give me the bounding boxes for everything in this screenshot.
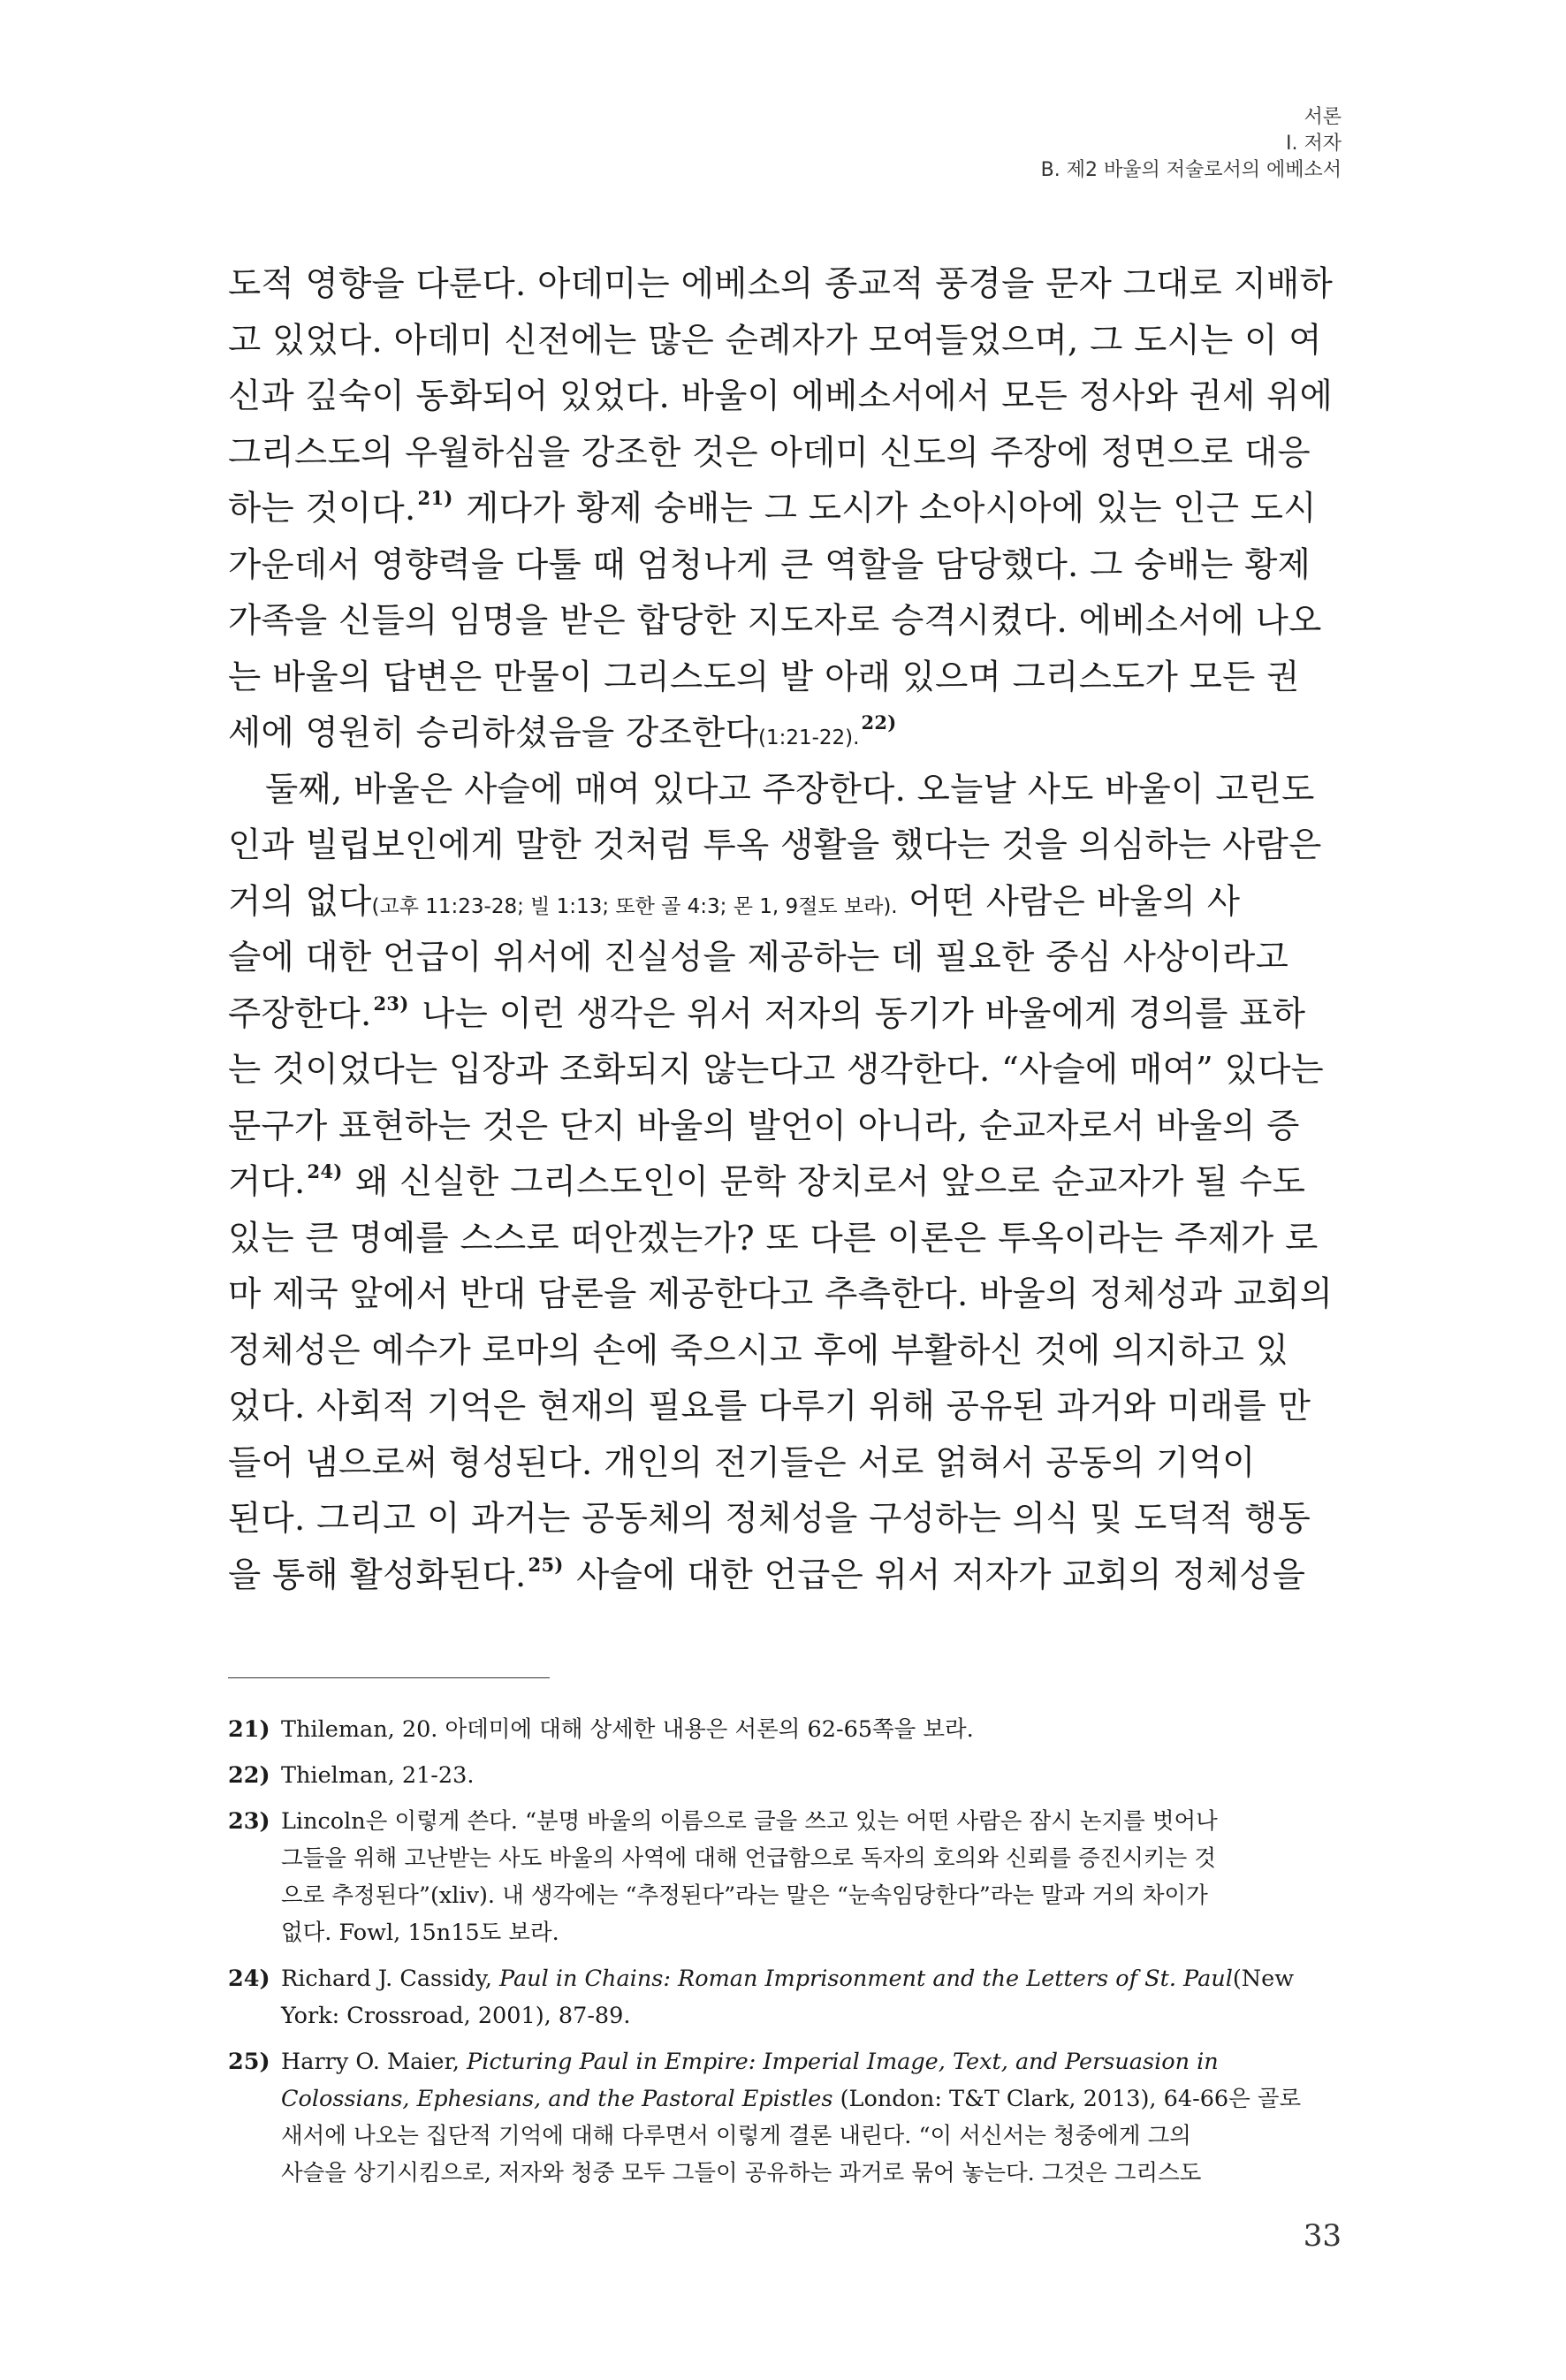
- header-subsection: B. 제2 바울의 저술로서의 에베소서: [1040, 159, 1342, 181]
- text-span: 게다가 황제 숭배는 그 도시가 소아시아에 있는 인근 도시: [454, 489, 1317, 528]
- running-header: [1041, 104, 1342, 184]
- footnote-text: [281, 2043, 1343, 2080]
- text-line: 있는 큰 명예를 스스로 떠안겠는가? 또 다른 이론은 투옥이라는 주제가 로: [228, 1218, 1319, 1258]
- text-line: 는 바울의 답변은 만물이 그리스도의 발 아래 있으며 그리스도가 모든 권: [228, 657, 1300, 697]
- text-line: [228, 874, 1343, 931]
- footnote-author: Richard J. Cassidy,: [281, 1966, 499, 1992]
- text-line: [228, 986, 1343, 1043]
- text-line: 들어 냄으로써 형성된다. 개인의 전기들은 서로 얽혀서 공동의 기억이: [228, 1442, 1256, 1483]
- text-span: 어떤 사람은 바울의 사: [897, 881, 1241, 922]
- text-line: [228, 1547, 1343, 1604]
- text-span: 세에 영원히 승리하셨음을 강조한다: [228, 713, 758, 753]
- text-line: 었다. 사회적 기억은 현재의 필요를 다루기 위해 공유된 과거와 미래를 만: [228, 1387, 1311, 1426]
- text-line: 고 있었다. 아데미 신전에는 많은 순례자가 모여들었으며, 그 도시는 이 여: [228, 320, 1322, 361]
- text-span: 하는 것이다.: [228, 489, 416, 528]
- footnote-title: Paul in Chains: Roman Imprisonment and the Letters of St. Paul: [498, 1966, 1233, 1992]
- footnote-23: [228, 1803, 1343, 1951]
- footnote-text: 으로 추정된다”(xliv). 내 생각에는 “추정된다”라는 말은 “눈속임당한다”라는 말과 거의 차이가: [281, 1882, 1208, 1909]
- text-line: 문구가 표현하는 것은 단지 바울의 발언이 아니라, 순교자로서 바울의 증: [228, 1106, 1300, 1146]
- footnote-ref-21: 21): [417, 487, 453, 509]
- footnote-number: 21): [228, 1716, 270, 1743]
- footnote-25: [228, 2043, 1343, 2192]
- footnote-text: 그들을 위해 고난받는 사도 바울의 사역에 대해 언급함으로 독자의 호의와 신뢰를 증진시키는 것: [281, 1845, 1216, 1872]
- footnote-text: Thielman, 21-23.: [281, 1762, 475, 1789]
- text-span: 주장한다.: [228, 993, 372, 1034]
- text-line: [228, 1154, 1343, 1211]
- text-line: 슬에 대한 언급이 위서에 진실성을 제공하는 데 필요한 중심 사상이라고: [228, 938, 1289, 977]
- header-chapter: Ⅰ. 저자: [1286, 133, 1342, 155]
- footnote-text: Lincoln은 이렇게 쓴다. “분명 바울의 이름으로 글을 쓰고 있는 어떤 사람은 잠시 논지를 벗어나: [281, 1808, 1218, 1835]
- footnote-21: [228, 1711, 1343, 1748]
- footnote-number: 22): [228, 1762, 270, 1789]
- footnote-text: 사슬을 상기시킴으로, 저자와 청중 모두 그들이 공유하는 과거로 묶어 놓는다. 그것은 그리스도: [281, 2160, 1202, 2186]
- footnote-author: Harry O. Maier,: [281, 2049, 468, 2075]
- header-section: 서론: [1304, 106, 1342, 128]
- text-span: 거의 없다: [228, 881, 372, 922]
- text-line: [228, 481, 1343, 537]
- footnote-ref-25: 25): [528, 1553, 564, 1576]
- text-line: 된다. 그리고 이 과거는 공동체의 정체성을 구성하는 의식 및 도덕적 행동: [228, 1499, 1311, 1539]
- text-span: 을 통해 활성화된다.: [228, 1555, 527, 1595]
- scripture-ref: (고후 11:23-28; 빌 1:13; 또한 골 4:3; 몬 1, 9절도 보라).: [371, 894, 898, 918]
- text-line: 도적 영향을 다룬다. 아데미는 에베소의 종교적 풍경을 문자 그대로 지배하: [228, 264, 1334, 304]
- text-line: 신과 깊숙이 동화되어 있었다. 바울이 에베소서에서 모든 정사와 권세 위에: [228, 376, 1334, 416]
- text-line: 는 것이었다는 입장과 조화되지 않는다고 생각한다. “사슬에 매여” 있다는: [228, 1050, 1325, 1090]
- text-line: 그리스도의 우월하심을 강조한 것은 아데미 신도의 주장에 정면으로 대응: [228, 432, 1311, 473]
- text-line: 정체성은 예수가 로마의 손에 죽으시고 후에 부활하신 것에 의지하고 있: [228, 1330, 1289, 1371]
- text-line: 가족을 신들의 임명을 받은 합당한 지도자로 승격시켰다. 에베소서에 나오: [228, 601, 1322, 641]
- footnote-number: 24): [228, 1966, 270, 1992]
- text-span: 나는 이런 생각은 위서 저자의 동기가 바울에게 경의를 표하: [410, 993, 1306, 1034]
- footnote-ref-23: 23): [373, 992, 409, 1015]
- footnote-text-span: (New: [1232, 1966, 1295, 1992]
- text-span: 왜 신실한 그리스도인이 문학 장치로서 앞으로 순교자가 될 수도: [344, 1162, 1306, 1202]
- footnote-title: Picturing Paul in Empire: Imperial Image, Text, and Persuasion in: [467, 2049, 1219, 2075]
- text-span: 사슬에 대한 언급은 위서 저자가 교회의 정체성을: [565, 1555, 1306, 1595]
- footnotes: [228, 1711, 1343, 2201]
- footnote-22: [228, 1757, 1343, 1794]
- footnote-divider: [228, 1677, 550, 1678]
- footnote-text-span: (London: T&T Clark, 2013), 64-66은 골로: [832, 2086, 1302, 2112]
- text-line: 가운데서 영향력을 다툴 때 엄청나게 큰 역할을 담당했다. 그 숭배는 황제: [228, 544, 1311, 585]
- footnote-text: [281, 2080, 1343, 2118]
- footnote-text: [281, 1960, 1343, 1997]
- footnote-text: 없다. Fowl, 15n15도 보라.: [281, 1920, 559, 1946]
- page-number: 33: [1303, 2218, 1342, 2254]
- footnote-ref-24: 24): [307, 1160, 343, 1182]
- text-line: 인과 빌립보인에게 말한 것처럼 투옥 생활을 했다는 것을 의심하는 사람은: [228, 825, 1322, 865]
- footnote-ref-22: 22): [861, 711, 897, 734]
- footnote-text: York: Crossroad, 2001), 87-89.: [281, 2003, 631, 2029]
- footnote-number: 25): [228, 2049, 270, 2075]
- footnote-title: Colossians, Ephesians, and the Pastoral Epistles: [281, 2086, 833, 2112]
- text-line: 둘째, 바울은 사슬에 매여 있다고 주장한다. 오늘날 사도 바울이 고린도: [265, 769, 1315, 810]
- main-text: [228, 256, 1343, 1603]
- footnote-text: 새서에 나오는 집단적 기억에 대해 다루면서 이렇게 결론 내린다. “이 서신서는 청중에게 그의: [281, 2123, 1191, 2149]
- text-span: 거다.: [228, 1162, 306, 1202]
- footnote-24: [228, 1960, 1343, 2034]
- text-line: [228, 705, 1343, 762]
- text-line: 마 제국 앞에서 반대 담론을 제공한다고 추측한다. 바울의 정체성과 교회의: [228, 1274, 1334, 1314]
- footnote-text: Thileman, 20. 아데미에 대해 상세한 내용은 서론의 62-65쪽을 보라.: [281, 1716, 974, 1743]
- footnote-number: 23): [228, 1808, 270, 1835]
- scripture-ref: (1:21-22).: [757, 726, 860, 749]
